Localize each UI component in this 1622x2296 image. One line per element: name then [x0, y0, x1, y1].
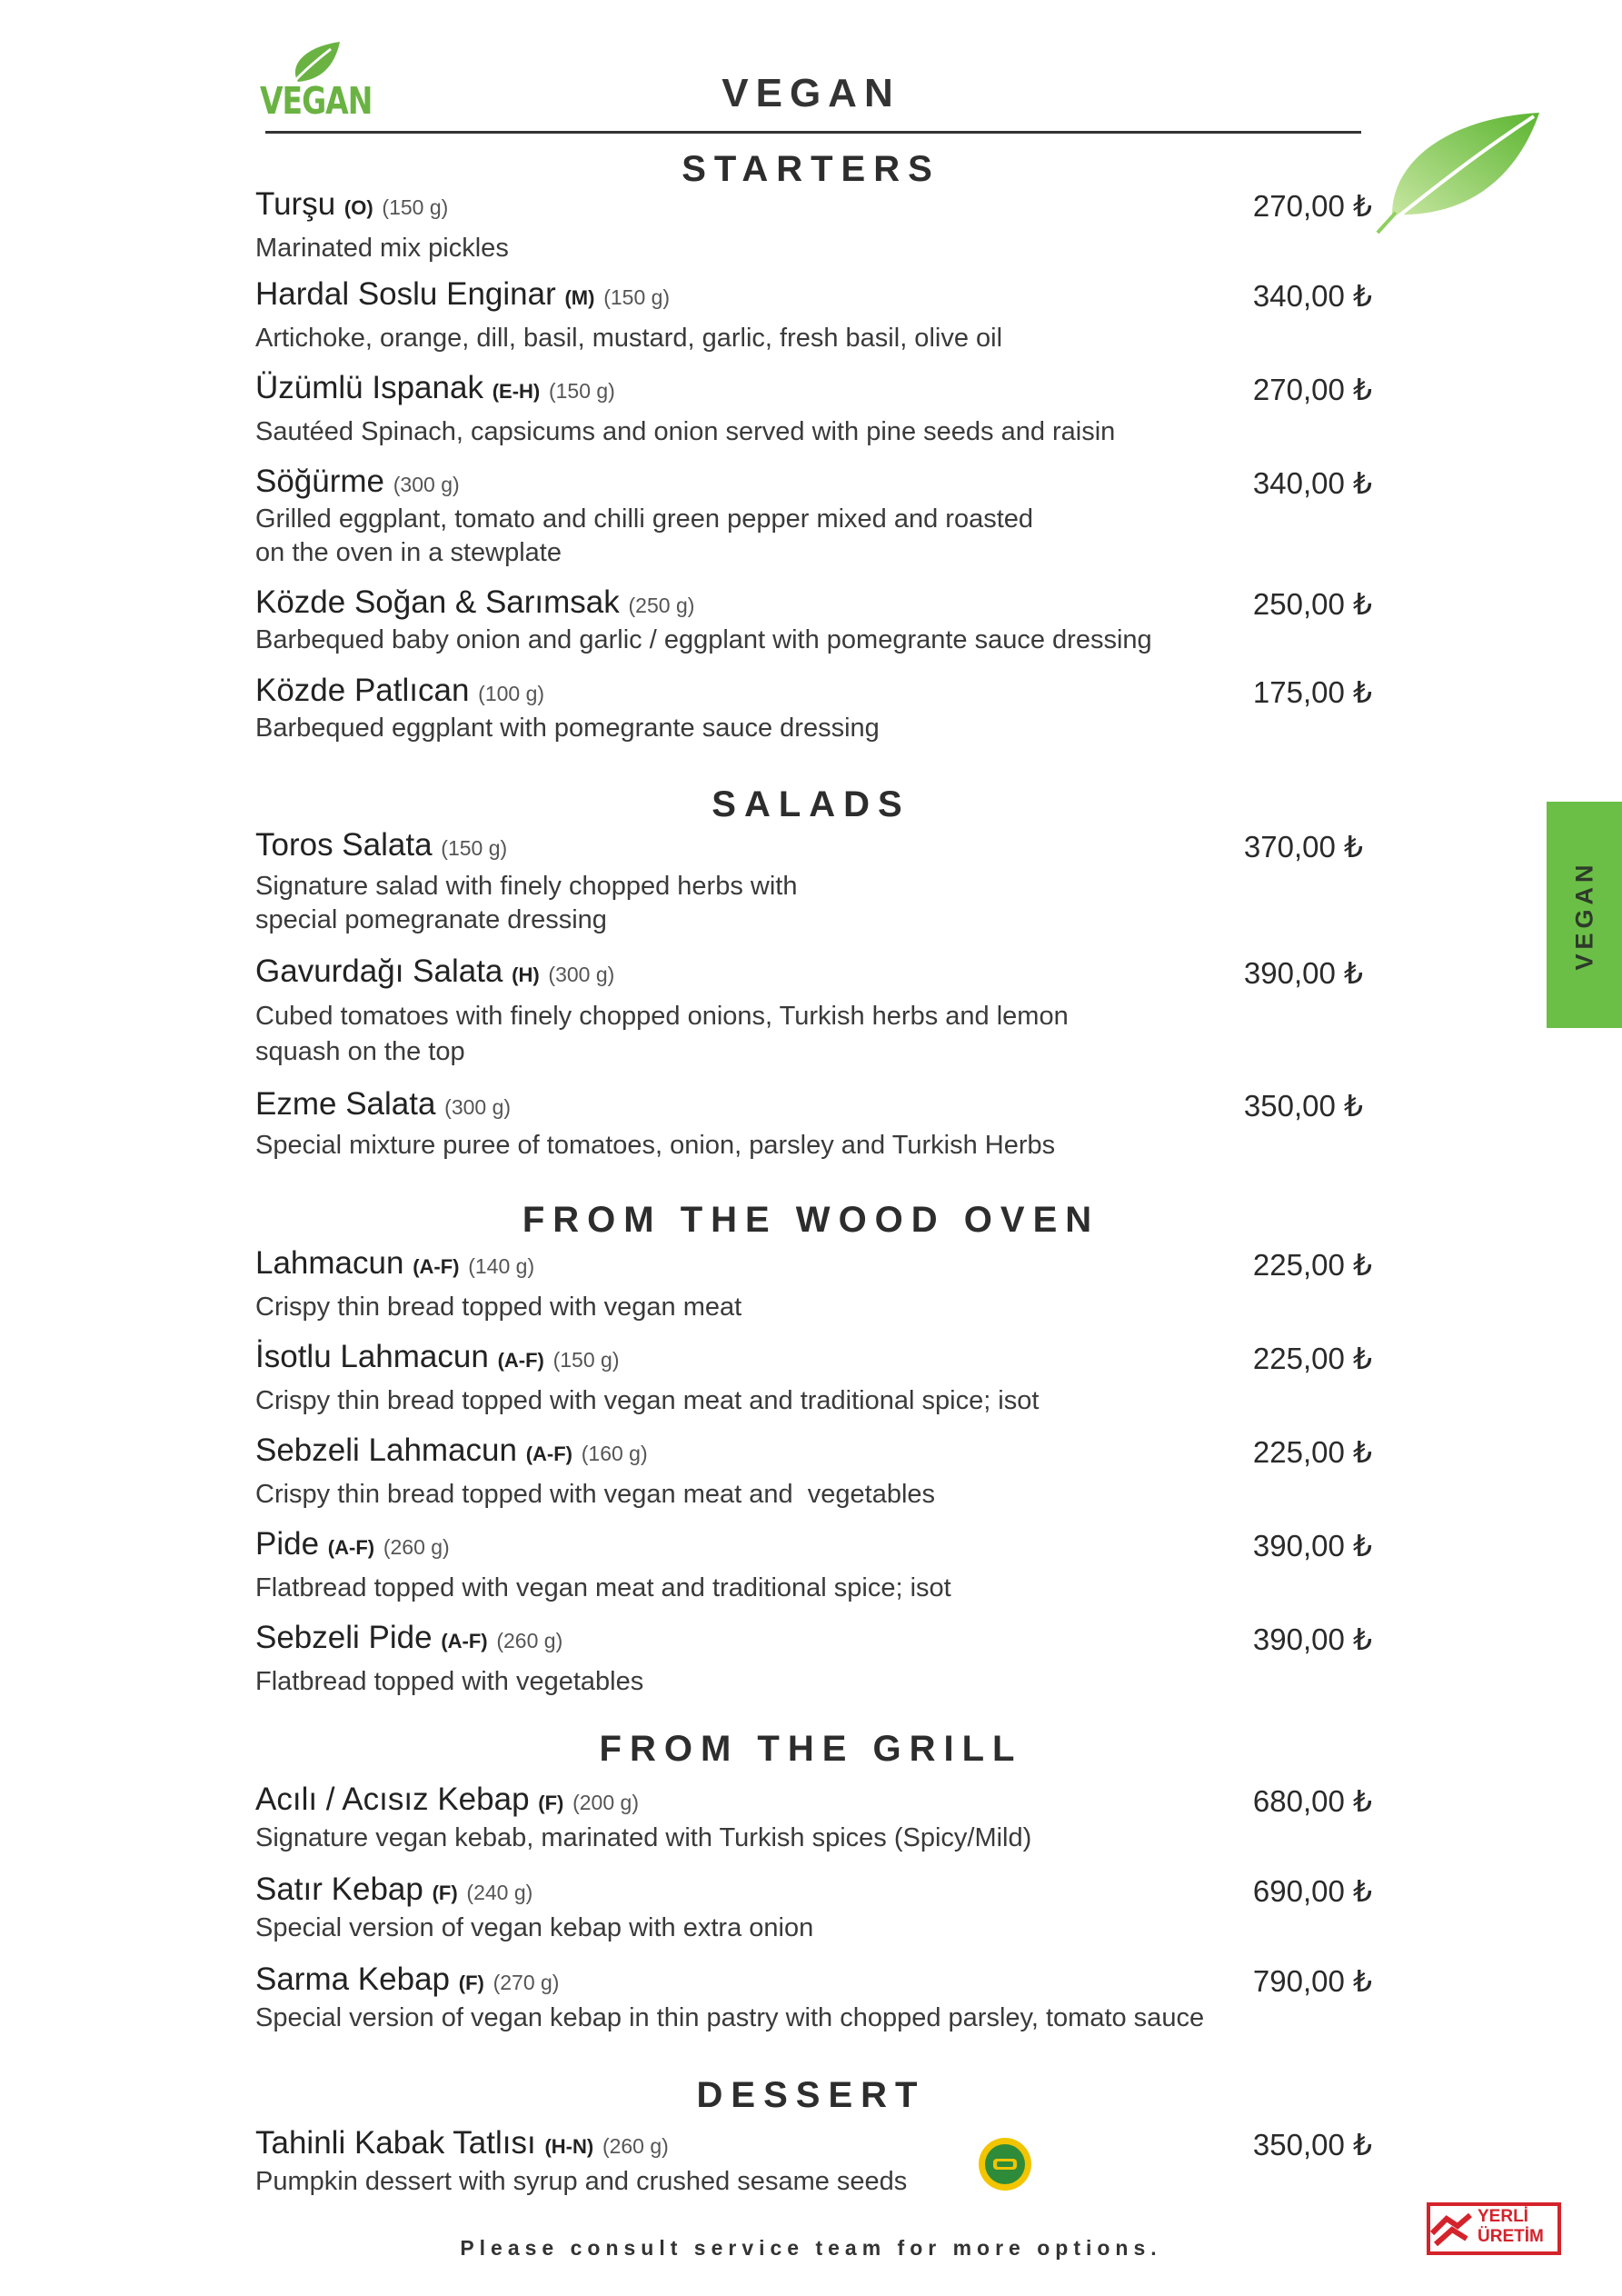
geographical-indication-badge-icon	[978, 2137, 1032, 2191]
item-description: Special version of vegan kebap with extra onion	[255, 1913, 814, 1942]
section-title-wood-oven: FROM THE WOOD OVEN	[522, 1200, 1100, 1240]
item-price: 680,00 ₺	[1252, 1784, 1372, 1818]
item-name: Közde Soğan & Sarımsak	[255, 584, 620, 620]
item-description: Crispy thin bread topped with vegan meat and vegetables	[255, 1480, 936, 1509]
item-description: Crispy thin bread topped with vegan meat	[255, 1293, 742, 1322]
item-weight: (270 g)	[493, 1971, 560, 1994]
side-tab-vegan	[1547, 802, 1622, 1028]
item-description: Signature vegan kebab, marinated with Turkish spices (Spicy/Mild)	[255, 1823, 1032, 1852]
item-price: 340,00 ₺	[1252, 279, 1372, 313]
item-description: Barbequed eggplant with pomegrante sauce dressing	[255, 714, 880, 743]
item-allergen: (F)	[432, 1882, 458, 1904]
section-title-grill: FROM THE GRILL	[599, 1729, 1023, 1769]
item-description: Artichoke, orange, dill, basil, mustard, garlic, fresh basil, olive oil	[255, 324, 1003, 353]
item-weight: (250 g)	[628, 594, 695, 617]
item-name: Toros Salata	[255, 827, 433, 863]
side-tab-label: VEGAN	[1570, 859, 1597, 971]
item-description: Flatbread topped with vegetables	[255, 1667, 644, 1696]
item-allergen: (A-F)	[327, 1536, 375, 1559]
item-allergen: (H)	[512, 963, 540, 986]
item-allergen: (F)	[458, 1972, 484, 1994]
item-price: 790,00 ₺	[1252, 1964, 1372, 1998]
item-description: Barbequed baby onion and garlic / eggplant with pomegrante sauce dressing	[255, 625, 1152, 654]
item-name: Lahmacun	[255, 1245, 404, 1281]
page-title: VEGAN	[721, 71, 901, 115]
local-badge-line2: ÜRETİM	[1478, 2227, 1544, 2246]
item-name: Hardal Soslu Enginar	[255, 276, 556, 312]
item-weight: (100 g)	[478, 682, 545, 705]
item-price: 225,00 ₺	[1252, 1435, 1372, 1469]
item-description-line2: on the oven in a stewplate	[255, 538, 562, 567]
item-description: Marinated mix pickles	[255, 234, 509, 263]
item-price: 270,00 ₺	[1252, 189, 1372, 223]
item-name: Söğürme	[255, 464, 385, 499]
item-allergen: (H-N)	[544, 2135, 594, 2158]
item-price: 270,00 ₺	[1252, 373, 1372, 406]
item-allergen: (A-F)	[413, 1255, 460, 1278]
item-weight: (150 g)	[382, 195, 449, 219]
item-allergen: (M)	[564, 286, 595, 309]
item-description: Cubed tomatoes with finely chopped onions, Turkish herbs and lemon	[255, 1002, 1069, 1031]
item-weight: (260 g)	[496, 1629, 563, 1652]
item-weight: (150 g)	[441, 836, 508, 860]
item-name: Ezme Salata	[255, 1086, 436, 1122]
item-price: 350,00 ₺	[1252, 2128, 1372, 2161]
item-weight: (150 g)	[552, 1348, 620, 1372]
item-name: Sebzeli Lahmacun	[255, 1433, 517, 1468]
item-description: Sautéed Spinach, capsicums and onion served with pine seeds and raisin	[255, 417, 1116, 446]
item-allergen: (O)	[343, 196, 373, 219]
item-price: 390,00 ₺	[1243, 956, 1363, 990]
item-name: Pide	[255, 1526, 320, 1562]
item-price: 250,00 ₺	[1252, 587, 1372, 621]
item-name: Tahinli Kabak Tatlısı	[255, 2125, 536, 2161]
item-name: Közde Patlıcan	[255, 673, 470, 708]
item-name: Gavurdağı Salata	[255, 953, 503, 989]
item-name: Turşu	[255, 186, 336, 222]
item-price: 340,00 ₺	[1252, 466, 1372, 500]
item-description: Pumpkin dessert with syrup and crushed sesame seeds	[255, 2167, 908, 2196]
section-title-salads: SALADS	[711, 784, 911, 824]
item-name: Sarma Kebap	[255, 1962, 451, 1997]
item-description-line2: squash on the top	[255, 1037, 465, 1066]
item-allergen: (A-F)	[441, 1630, 488, 1652]
section-title-dessert: DESSERT	[696, 2075, 926, 2115]
section-title-starters: STARTERS	[682, 149, 940, 189]
item-weight: (300 g)	[548, 963, 615, 986]
item-weight: (300 g)	[393, 473, 460, 496]
item-allergen: (A-F)	[497, 1349, 544, 1372]
item-price: 175,00 ₺	[1252, 675, 1372, 709]
vegan-logo-text: VEGAN	[260, 78, 373, 123]
item-description: Special version of vegan kebap in thin pastry with chopped parsley, tomato sauce	[255, 2003, 1205, 2032]
item-description: Grilled eggplant, tomato and chilli green pepper mixed and roasted	[255, 504, 1034, 534]
item-weight: (260 g)	[383, 1535, 450, 1559]
item-name: Sebzeli Pide	[255, 1620, 433, 1655]
item-description: Crispy thin bread topped with vegan meat and traditional spice; isot	[255, 1386, 1040, 1415]
item-allergen: (E-H)	[492, 380, 541, 403]
item-price: 350,00 ₺	[1243, 1089, 1363, 1123]
item-description-line2: special pomegranate dressing	[255, 905, 607, 934]
item-name: İsotlu Lahmacun	[255, 1339, 489, 1374]
item-weight: (260 g)	[602, 2134, 669, 2158]
title-divider	[265, 131, 1361, 134]
item-price: 690,00 ₺	[1252, 1874, 1372, 1908]
item-name: Acılı / Acısız Kebap	[255, 1782, 530, 1817]
item-weight: (200 g)	[572, 1791, 639, 1814]
item-allergen: (F)	[538, 1792, 564, 1814]
local-badge-line1: YERLİ	[1478, 2207, 1528, 2226]
item-weight: (150 g)	[548, 379, 615, 403]
local-production-badge	[1427, 2202, 1561, 2255]
item-weight: (160 g)	[581, 1442, 648, 1465]
item-price: 370,00 ₺	[1243, 830, 1363, 863]
item-weight: (240 g)	[466, 1881, 533, 1904]
item-weight: (150 g)	[603, 285, 671, 309]
item-name: Satır Kebap	[255, 1872, 423, 1907]
footer-note: Please consult service team for more options.	[460, 2236, 1162, 2260]
item-price: 225,00 ₺	[1252, 1248, 1372, 1282]
item-description: Special mixture puree of tomatoes, onion, parsley and Turkish Herbs	[255, 1131, 1056, 1160]
item-description: Flatbread topped with vegan meat and traditional spice; isot	[255, 1573, 951, 1602]
item-weight: (300 g)	[444, 1095, 512, 1119]
item-weight: (140 g)	[468, 1254, 535, 1278]
item-allergen: (A-F)	[525, 1442, 573, 1465]
item-description: Signature salad with finely chopped herbs with	[255, 872, 798, 901]
item-price: 225,00 ₺	[1252, 1342, 1372, 1375]
item-price: 390,00 ₺	[1252, 1529, 1372, 1562]
item-name: Üzümlü Ispanak	[255, 370, 483, 405]
item-price: 390,00 ₺	[1252, 1622, 1372, 1656]
